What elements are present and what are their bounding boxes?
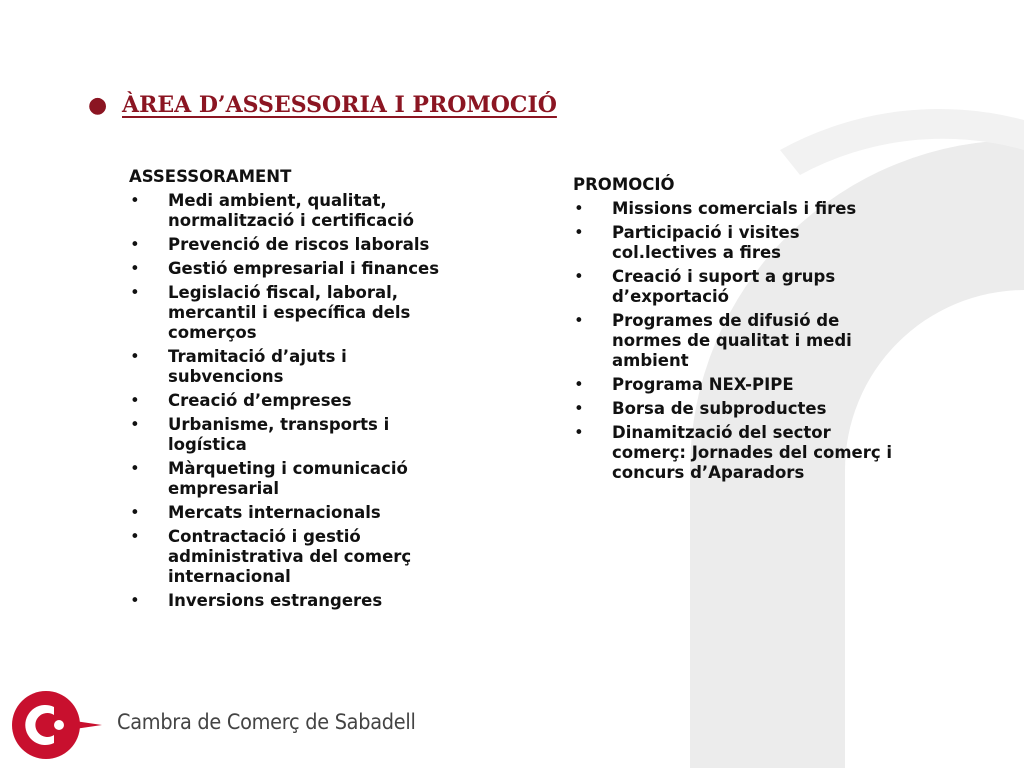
list-item: • Creació d’empreses — [130, 391, 352, 410]
list-item: • Tramitació d’ajuts i subvencions — [130, 347, 347, 386]
bullet-icon: • — [130, 503, 140, 522]
bullet-icon: • — [130, 259, 140, 278]
list-item: • Inversions estrangeres — [130, 591, 383, 610]
list-item: • Missions comercials i fires — [574, 199, 857, 218]
page-title — [88, 92, 557, 118]
list-item: • Prevenció de riscos laborals — [130, 235, 430, 254]
list-item: • Màrqueting i comunicació empresarial — [130, 459, 408, 498]
bullet-icon: • — [574, 199, 584, 218]
bullet-icon: • — [130, 591, 140, 610]
list-item: • Borsa de subproductes — [574, 399, 827, 418]
promocio-column — [573, 175, 903, 487]
list-item: • Participació i visites col.lectives a fires — [574, 223, 800, 262]
brand-name: Cambra de Comerç de Sabadell — [117, 710, 416, 734]
promocio-list — [573, 199, 903, 483]
cambra-logo-icon — [10, 690, 110, 760]
list-item: • Legislació fiscal, laboral, mercantil i específica dels comerços — [130, 283, 411, 342]
list-item: • Programa NEX-PIPE — [574, 375, 794, 394]
assessorament-heading: ASSESSORAMENT — [129, 167, 292, 186]
promocio-heading: PROMOCIÓ — [573, 175, 675, 194]
title-bullet: ● — [88, 92, 108, 118]
assessorament-column — [129, 167, 459, 615]
list-item: • Dinamització del sector comerç: Jornades del comerç i concurs d’Aparadors — [574, 423, 893, 482]
list-item: • Programes de difusió de normes de qualitat i medi ambient — [574, 311, 852, 370]
assessorament-list — [129, 191, 459, 611]
list-item: • Urbanisme, transports i logística — [130, 415, 390, 454]
bullet-icon: • — [130, 347, 140, 366]
title-text: ÀREA D’ASSESSORIA I PROMOCIÓ — [122, 92, 557, 118]
bullet-icon: • — [130, 459, 140, 478]
bullet-icon: • — [130, 235, 140, 254]
bullet-icon: • — [130, 391, 140, 410]
bullet-icon: • — [130, 283, 140, 302]
bullet-icon: • — [574, 399, 584, 418]
bullet-icon: • — [574, 375, 584, 394]
bullet-icon: • — [130, 527, 140, 546]
bullet-icon: • — [574, 311, 584, 330]
bullet-icon: • — [574, 223, 584, 242]
bullet-icon: • — [130, 415, 140, 434]
bullet-icon: • — [574, 423, 584, 442]
list-item: • Medi ambient, qualitat, normalització i certificació — [130, 191, 414, 230]
list-item: • Mercats internacionals — [130, 503, 381, 522]
bullet-icon: • — [130, 191, 140, 210]
list-item: • Creació i suport a grups d’exportació — [574, 267, 836, 306]
list-item: • Gestió empresarial i finances — [130, 259, 440, 278]
list-item: • Contractació i gestió administrativa del comerç internacional — [130, 527, 412, 586]
bullet-icon: • — [574, 267, 584, 286]
